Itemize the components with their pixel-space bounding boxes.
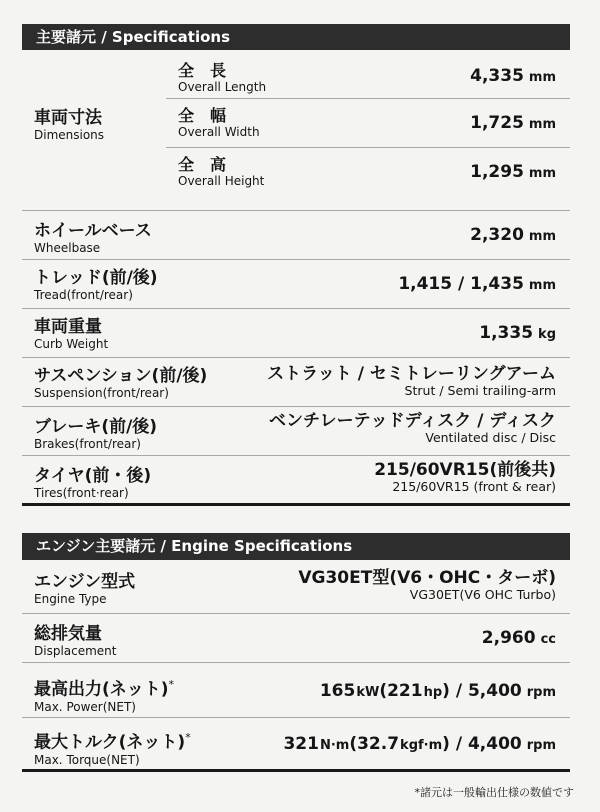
overall-height-value: 1,295 (470, 162, 524, 182)
overall-width-row: 全幅 Overall Width 1,725 mm (166, 99, 570, 148)
suspension-row: サスペンション(前/後) Suspension(front/rear) ストラット / セミトレーリングアーム Strut / Semi trailing-arm (22, 358, 570, 407)
brakes-row: ブレーキ(前/後) Brakes(front/rear) ベンチレーテッドディスク / ディスク Ventilated disc / Disc (22, 407, 570, 456)
tires-value: 215/60VR15(前後共) (374, 460, 556, 480)
engine-table (22, 560, 570, 772)
specifications-header: 主要諸元 / Specifications (22, 24, 570, 50)
torque-row: 最大トルク(ネット)* Max. Torque(NET) 321N·m(32.7kgf·m) / 4,400 rpm (22, 718, 570, 772)
engine-type-value: VG30ET型(V6・OHC・ターボ) (298, 568, 556, 588)
suspension-value: ストラット / セミトレーリングアーム (267, 364, 556, 384)
engine-type-row: エンジン型式 Engine Type VG30ET型(V6・OHC・ターボ) VG30ET(V6 OHC Turbo) (22, 560, 570, 614)
overall-length-value: 4,335 (470, 66, 524, 86)
tires-row: タイヤ(前・後) Tires(front·rear) 215/60VR15(前後共) 215/60VR15 (front & rear) (22, 456, 570, 506)
torque-value: 321N·m(32.7kgf·m) / 4,400 rpm (283, 734, 556, 754)
weight-value: 1,335 (479, 323, 534, 343)
displacement-row: 総排気量 Displacement 2,960 cc (22, 614, 570, 663)
tread-row: トレッド(前/後) Tread(front/rear) 1,415 / 1,435 mm (22, 260, 570, 309)
wheelbase-row: ホイールベース Wheelbase 2,320 mm (22, 211, 570, 260)
weight-row: 車両重量 Curb Weight 1,335 kg (22, 309, 570, 358)
dimensions-list (166, 50, 570, 210)
power-value: 165kW(221hp) / 5,400 rpm (319, 681, 556, 701)
engine-header: エンジン主要諸元 / Engine Specifications (22, 533, 570, 560)
footnote: *諸元は一般輸出仕様の数値です (414, 786, 574, 799)
power-row: 最高出力(ネット)* Max. Power(NET) 165kW(221hp) / 5,400 rpm (22, 663, 570, 718)
dimensions-label: 車両寸法 Dimensions (34, 108, 105, 142)
tread-value: 1,415 / 1,435 (398, 274, 524, 294)
overall-length-row: 全長 Overall Length 4,335 mm (166, 50, 570, 99)
displacement-value: 2,960 (481, 628, 536, 648)
brakes-value: ベンチレーテッドディスク / ディスク (269, 411, 556, 431)
specifications-table (22, 50, 570, 506)
overall-width-value: 1,725 (470, 113, 524, 133)
dimensions-group (22, 50, 570, 211)
overall-height-row: 全高 Overall Height 1,295 mm (178, 155, 556, 188)
wheelbase-value: 2,320 (470, 225, 524, 245)
